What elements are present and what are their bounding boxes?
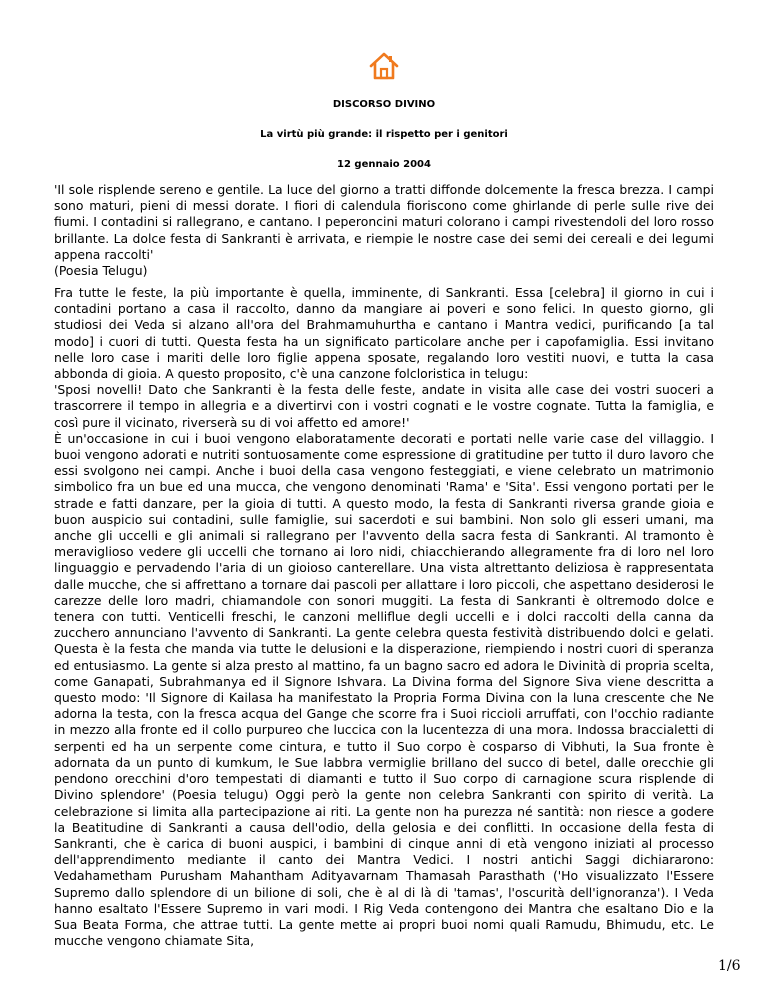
poem-intro — [54, 182, 714, 279]
body-paragraph-2: È un'occasione in cui i buoi vengono elaboratamente decorati e portati nelle varie case del villaggio. I buoi vengono adorati e nutriti sontuosamente come espressione di gratitudine per tutto il duro lavoro che essi svolgono nei campi. Anche i buoi della casa vengono festeggiati, e viene celebrato un matrimonio simbolico fra un bue ed una mucca, che vengono denominati 'Rama' e 'Sita'. Essi vengono portati per le strade e fatti danzare, per la gioia di tutti. A questo modo, la festa di Sankranti riversa grande gioia e buon auspicio sui contadini, sulle famiglie, sui sacerdoti e sui bambini. Non solo gli esseri umani, ma anche gli uccelli e gli animali si rallegrano per l'avvento della sacra festa di Sankranti. Al tramonto è meraviglioso vedere gli uccelli che tornano ai loro nidi, chiacchierando allegramente fra di loro nel loro linguaggio e pervadendo l'aria di un gioioso canterellare. Una vista altrettanto deliziosa è rappresentata dalle mucche, che si affrettano a tornare dai pascoli per allattare i loro piccoli, che aspettano desiderosi le carezze delle loro madri, chiamandole con sonori muggiti. La festa di Sankranti è oltremodo dolce e tenera con tutti. Venticelli freschi, le canzoni melliflue degli uccelli e i dolci raccolti della canna da zucchero annunciano l'avvento di Sankranti. La gente celebra questa festività distribuendo dolci e gelati. Questa è la festa che manda via tutte le delusioni e la disperazione, riempiendo i nostri cuori di speranza ed entusiasmo. La gente si alza presto al mattino, fa un bagno sacro ed adora le Divinità di propria scelta, come Ganapati, Subrahmanya ed il Signore Ishvara. La Divina forma del Signore Siva viene descritta a questo modo: 'Il Signore di Kailasa ha manifestato la Propria Forma Divina con la luna crescente che Ne adorna la testa, con la fresca acqua del Gange che scorre fra i Suoi riccioli arruffati, con l'occhio radiante in mezzo alla fronte ed il collo purpureo che luccica con la lucentezza di una mora. Indossa braccialetti di serpenti ed ha un serpente come cintura, e tutto il Suo corpo è cosparso di Vibhuti, la Sua fronte è adornata da un punto di kumkum, le Sue labbra vermiglie brillano del succo di betel, dalle orecchie gli pendono orecchini d'oro tempestati di diamanti e tutto il Suo corpo di carnagione scura risplende di Divino splendore' (Poesia telugu) Oggi però la gente non celebra Sankranti con spirito di verità. La celebrazione si limita alla partecipazione ai riti. La gente non ha purezza né santità: non riesce a godere la Beatitudine di Sankranti a causa dell'odio, della gelosia e dei conflitti. In occasione della festa di Sankranti, che è carica di buoni auspici, i bambini di cinque anni di età vengono iniziati al processo dell'apprendimento mediante il canto dei Mantra Vedici. I nostri antichi Saggi dichiararono: Vedahametham Purusham Mahantham Adityavarnam Thamasah Parasthath ('Ho visualizzato l'Essere Supremo dallo splendore di un bilione di soli, che è al di là di 'tamas', l'oscurità dell'ignoranza'). I Veda hanno esaltato l'Essere Supremo in vari modi. I Rig Veda contengono dei Mantra che esaltano Dio e la Sua Beata Forma, che attrae tutti. La gente mette ai propri buoi nomi quali Ramudu, Bhimudu, etc. Le mucche vengono chiamate Sita, — [54, 430, 714, 949]
document-date: 12 gennaio 2004 — [337, 159, 431, 170]
poem-intro-text: 'Il sole risplende sereno e gentile. La luce del giorno a tratti diffonde dolcemente la fresca brezza. I campi sono maturi, pieni di messi dorate. I fiori di calendula fioriscono come ghirlande di perle sulle rive dei fiumi. I contadini si rallegrano, e cantano. I peperoncini maturi colorano i campi rivestendoli del loro rosso brillante. La dolce festa di Sankranti è arrivata, e riempie le nostre case dei semi dei cereali e dei legumi appena raccolti' — [54, 182, 714, 262]
home-icon[interactable] — [368, 51, 400, 81]
body-paragraph-1: Fra tutte le feste, la più importante è quella, imminente, di Sankranti. Essa [celebra] il giorno in cui i contadini portano a casa il raccolto, danno da mangiare ai poveri e sono felici. In questo giorno, gli studiosi dei Veda si alzano all'ora del Brahmamuhurtha e cantano i Mantra vedici, purificando [a tal modo] i cuori di tutti. Questa festa ha un significato particolare anche per i capofamiglia. Essi invitano nelle loro case i mariti delle loro figlie appena sposate, regalando loro vestiti nuovi, e tutta la casa abbonda di gioia. A questo proposito, c'è una canzone folcloristica in telugu: — [54, 285, 714, 382]
poem-intro-source: (Poesia Telugu) — [54, 263, 148, 279]
document-subtitle: La virtù più grande: il rispetto per i genitori — [260, 129, 508, 140]
discourse-body — [54, 285, 714, 949]
body-song: 'Sposi novelli! Dato che Sankranti è la festa delle feste, andate in visita alle case dei vostri suoceri a trascorrere il tempo in allegria e a divertirvi con i vostri cognati e le vostre cognate. Tutta la famiglia, e così pure il vicinato, riverserà su di voi affetto ed amore!' — [54, 382, 714, 430]
document-title: DISCORSO DIVINO — [332, 99, 436, 110]
page-number: 1/6 — [718, 958, 741, 974]
